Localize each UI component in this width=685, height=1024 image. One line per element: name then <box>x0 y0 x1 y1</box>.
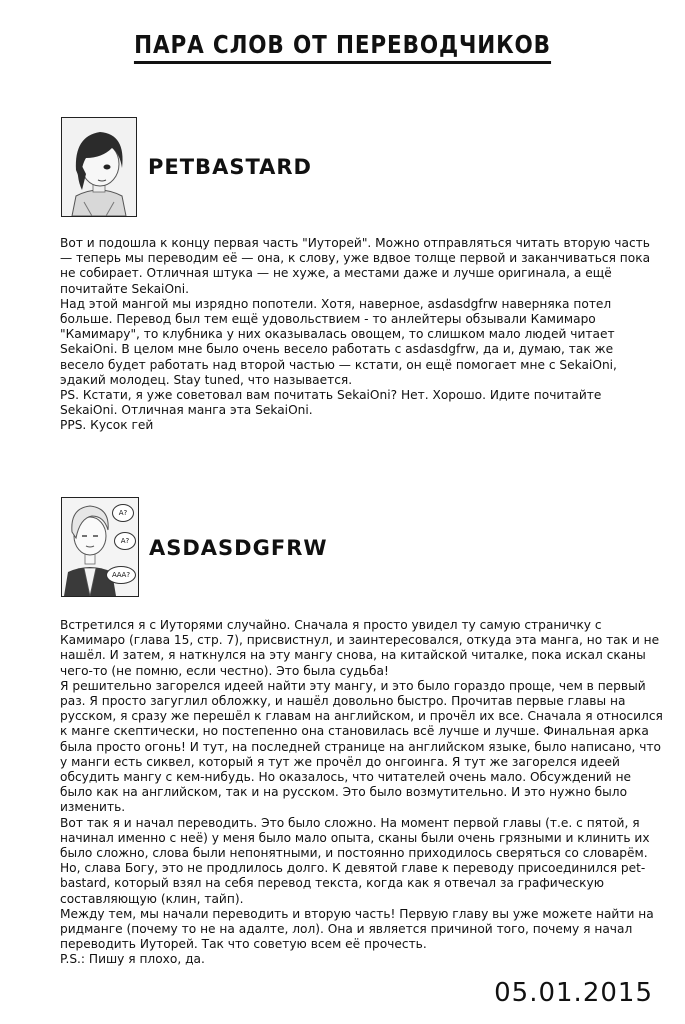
petbastard-text <box>60 236 660 434</box>
paragraph: Вот так я и начал переводить. Это было сложно. На момент первой главы (т.е. с пятой, я начинал именно с неё) у меня было мало опыта, сканы были очень грязными и клинить их было сложно, слова были непонятными, и постоянно приходилось сверяться со словарём. Но, слава Богу, это не продлилось долго. К девятой главе к переводу присоединился pet-bastard, который взял на себя перевод текста, когда как я отвечал за графическую составляющую (клин, тайп). <box>60 815 650 906</box>
asdasdgfrw-avatar <box>61 497 139 597</box>
paragraph: Встретился я с Иуторями случайно. Сначала я просто увидел ту самую страничку с Камимаро (глава 15, стр. 7), присвистнул, и заинтересовался, откуда эта манга, но так и не нашёл. И затем, я наткнулся на эту мангу снова, на китайской читалке, пока искал сканы чего-то (не помню, если честно). Это была судьба! <box>60 618 660 678</box>
paragraph: P.S.: Пишу я плохо, да. <box>60 952 205 967</box>
speech-bubble: ААА? <box>106 566 136 584</box>
paragraph: Я решительно загорелся идеей найти эту мангу, и это было гораздо проще, чем в первый раз. Я просто загуглил обложку, и нашёл довольно быстро. Прочитав первые главы на русском, я сразу же перешёл к главам на английском, и прочёл их все. Сначала я относился к манге скептически, но постепенно она становилась всё лучше и лучше. Финальная арка была просто огонь! И тут, на последней странице на английском языке, было написано, что у манги есть сиквел, который я тут же прочёл до онгоинга. Я тут же загорелся идеей обсудить мангу с кем-нибудь. Но оказалось, что читателей очень мало. Обсуждений не было как на английском, так и на русском. Это было возмутительно. И это нужно было изменить. <box>60 678 663 815</box>
speech-bubble: А? <box>112 504 134 522</box>
paragraph: PS. Кстати, я уже советовал вам почитать SekaiOni? Нет. Хорошо. Идите почитайте SekaiOni. Отличная манга эта SekaiOni. <box>60 388 602 418</box>
petbastard-name: PETBASTARD <box>148 155 312 179</box>
asdasdgfrw-text <box>60 618 665 968</box>
page-title: ПАРА СЛОВ ОТ ПЕРЕВОДЧИКОВ <box>48 30 637 59</box>
paragraph: PPS. Кусок гей <box>60 418 154 433</box>
girl-portrait-icon <box>62 118 136 216</box>
paragraph: Над этой мангой мы изрядно попотели. Хотя, наверное, asdasdgfrw наверняка потел больше. Перевод был тем ещё удовольствием - то анлейтеры обзывали Камимаро "Камимару", то клубника у них оказывалась овощем, то слишком мало людей читает SekaiOni. В целом мне было очень весело работать с asdasdgfrw, да и, думаю, так же весело будет работать над второй частью — кстати, он ещё помогает мне с SekaiOni, эдакий молодец. Stay tuned, что называется. <box>60 296 617 387</box>
paragraph: Между тем, мы начали переводить и вторую часть! Первую главу вы уже можете найти на ридманге (почему то не на адалте, лол). Она и является причиной того, почему я начал переводить Иуторей. Так что советую всем её прочесть. <box>60 906 654 952</box>
asdasdgfrw-name: ASDASDGFRW <box>149 536 328 560</box>
paragraph: Вот и подошла к концу первая часть "Иуторей". Можно отправляться читать вторую часть — теперь мы переводим её — она, к слову, уже вдвое толще первой и заканчиваться пока не собирает. Отличная штука — не хуже, а местами даже и лучше оригинала, а ещё почитайте SekaiOni. <box>60 236 651 296</box>
petbastard-avatar <box>61 117 137 217</box>
speech-bubble: А? <box>114 532 136 550</box>
date-stamp: 05.01.2015 <box>494 978 653 1008</box>
